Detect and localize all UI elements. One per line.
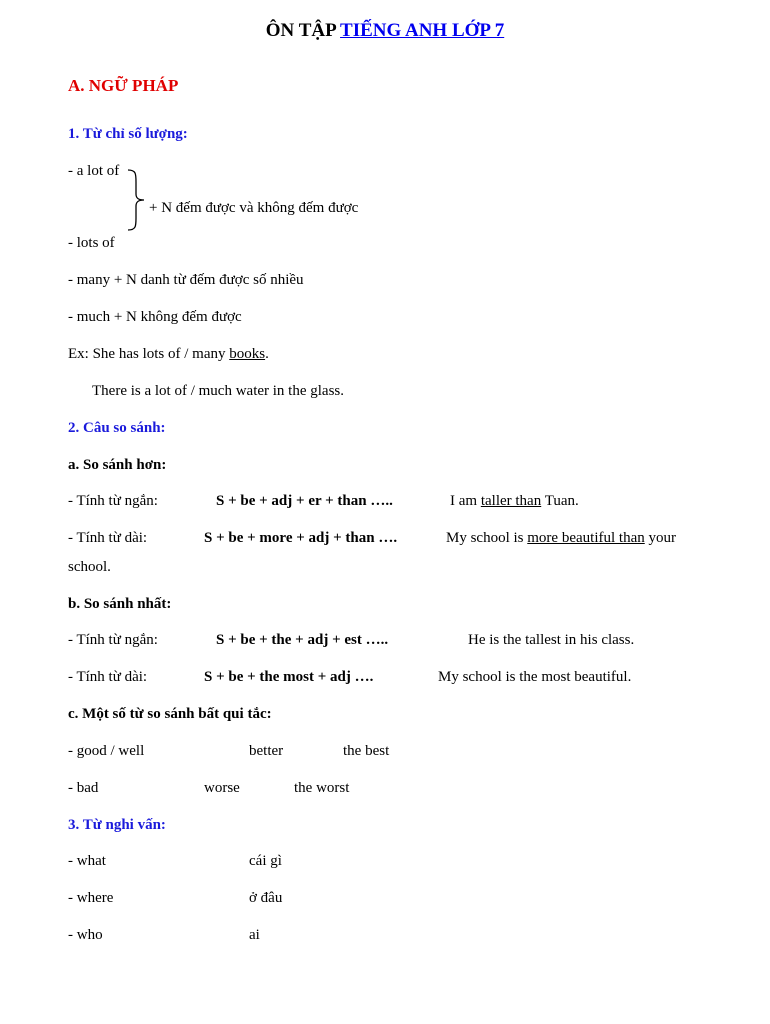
irregular-superlative: the best [343,743,390,759]
sup-long-label: - Tính từ dài: [68,669,148,685]
question-meaning: ai [249,927,260,943]
s2-heading: 2. Câu so sánh: [68,420,166,436]
superlative-heading: b. So sánh nhất: [68,596,172,612]
question-word: - who [68,927,103,943]
sup-long-formula: S + be + the most + adj …. [204,669,374,685]
comp-long-example [446,530,676,547]
title-prefix: ÔN TẬP [265,20,341,41]
much-rule: - much + N không đếm được [68,309,242,325]
comparative-heading: a. So sánh hơn: [68,457,167,473]
a-lot-of: - a lot of [68,163,120,179]
comp-short-ex-underlined: taller than [480,493,542,509]
question-word: - where [68,890,114,906]
comp-short-label: - Tính từ ngắn: [68,493,158,509]
comp-short-ex-pre: I am [450,493,481,509]
comp-long-wrap: school. [68,559,111,575]
section-a-heading: A. NGỮ PHÁP [68,76,179,95]
example-1 [68,346,269,363]
bracket-note: + N đếm được và không đếm được [149,200,359,216]
many-rule: - many + N danh từ đếm được số nhiều [68,272,304,288]
example-1-end: . [265,346,269,362]
irregular-comparative: better [249,743,284,759]
s3-heading: 3. Từ nghi vấn: [68,817,166,833]
comp-long-ex-post: your [644,530,676,546]
irregular-heading: c. Một số từ so sánh bất qui tắc: [68,706,272,722]
brace-icon [126,168,148,232]
irregular-base: - good / well [68,743,145,759]
sup-short-label: - Tính từ ngắn: [68,632,158,648]
irregular-comparative: worse [204,780,240,796]
page-title [0,20,770,42]
comp-long-formula: S + be + more + adj + than …. [204,530,398,546]
comp-short-formula: S + be + adj + er + than ….. [216,493,393,509]
question-meaning: cái gì [249,853,282,869]
comp-short-example [450,493,579,510]
s1-heading: 1. Từ chỉ số lượng: [68,126,188,142]
comp-long-ex-underlined: more beautiful than [527,530,645,546]
sup-short-example: He is the tallest in his class. [468,632,635,648]
question-meaning: ở đâu [249,890,283,906]
irregular-base: - bad [68,780,99,796]
irregular-superlative: the worst [294,780,350,796]
sup-short-formula: S + be + the + adj + est ….. [216,632,389,648]
lots-of: - lots of [68,235,115,251]
title-link[interactable]: TIẾNG ANH LỚP 7 [340,20,505,41]
example-1-text: Ex: She has lots of / many [68,346,230,362]
example-2: There is a lot of / much water in the glass. [92,383,345,399]
question-word: - what [68,853,106,869]
example-1-underlined: books [229,346,266,362]
sup-long-example: My school is the most beautiful. [438,669,632,685]
comp-long-ex-pre: My school is [446,530,528,546]
comp-short-ex-post: Tuan. [541,493,579,509]
comp-long-label: - Tính từ dài: [68,530,148,546]
